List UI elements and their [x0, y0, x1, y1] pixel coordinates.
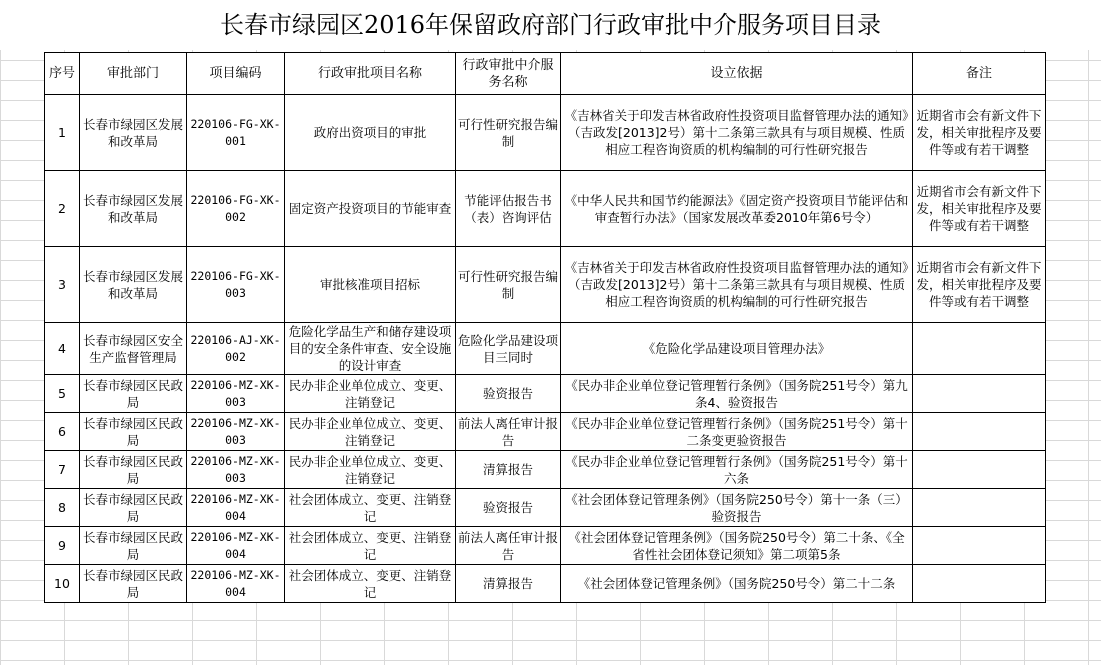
- cell-note[interactable]: 近期省市会有新文件下发，相关审批程序及要件等或有若干调整: [913, 247, 1046, 323]
- cell-item[interactable]: 民办非企业单位成立、变更、注销登记: [285, 451, 456, 489]
- header-note[interactable]: 备注: [913, 53, 1046, 95]
- table-row: [45, 247, 1046, 323]
- cell-dept[interactable]: 长春市绿园区民政局: [80, 451, 187, 489]
- cell-item[interactable]: 审批核准项目招标: [285, 247, 456, 323]
- cell-service[interactable]: 验资报告: [456, 489, 561, 527]
- cell-item[interactable]: 民办非企业单位成立、变更、注销登记: [285, 375, 456, 413]
- table-row: [45, 489, 1046, 527]
- cell-note[interactable]: [913, 323, 1046, 375]
- cell-basis[interactable]: 《民办非企业单位登记管理暂行条例》（国务院251号令）第十六条: [561, 451, 913, 489]
- cell-note[interactable]: [913, 413, 1046, 451]
- cell-note[interactable]: [913, 489, 1046, 527]
- cell-item[interactable]: 民办非企业单位成立、变更、注销登记: [285, 413, 456, 451]
- cell-service[interactable]: 可行性研究报告编制: [456, 247, 561, 323]
- cell-basis[interactable]: 《吉林省关于印发吉林省政府性投资项目监督管理办法的通知》（吉政发[2013]2号）第十二条第三款具有与项目规模、性质相应工程咨询资质的机构编制的可行性研究报告: [561, 95, 913, 171]
- cell-item[interactable]: 社会团体成立、变更、注销登记: [285, 565, 456, 603]
- cell-seq[interactable]: 2: [45, 171, 80, 247]
- table-row: [45, 565, 1046, 603]
- cell-seq[interactable]: 7: [45, 451, 80, 489]
- cell-basis[interactable]: 《社会团体登记管理条例》（国务院250号令）第二十条、《全省性社会团体登记须知》第二项第5条: [561, 527, 913, 565]
- cell-service[interactable]: 节能评估报告书（表）咨询评估: [456, 171, 561, 247]
- cell-seq[interactable]: 6: [45, 413, 80, 451]
- table-row: [45, 413, 1046, 451]
- header-row: [45, 53, 1046, 95]
- header-item[interactable]: 行政审批项目名称: [285, 53, 456, 95]
- cell-basis[interactable]: 《社会团体登记管理条例》（国务院250号令）第二十二条: [561, 565, 913, 603]
- catalog-table: [44, 52, 1046, 603]
- header-basis[interactable]: 设立依据: [561, 53, 913, 95]
- cell-code[interactable]: 220106-FG-XK-003: [187, 247, 285, 323]
- cell-service[interactable]: 前法人离任审计报告: [456, 527, 561, 565]
- cell-code[interactable]: 220106-MZ-XK-004: [187, 489, 285, 527]
- table-row: [45, 95, 1046, 171]
- cell-basis[interactable]: 《吉林省关于印发吉林省政府性投资项目监督管理办法的通知》（吉政发[2013]2号）第十二条第三款具有与项目规模、性质相应工程咨询资质的机构编制的可行性研究报告: [561, 247, 913, 323]
- cell-code[interactable]: 220106-MZ-XK-003: [187, 451, 285, 489]
- cell-note[interactable]: [913, 375, 1046, 413]
- cell-basis[interactable]: 《民办非企业单位登记管理暂行条例》（国务院251号令）第九条4、验资报告: [561, 375, 913, 413]
- cell-code[interactable]: 220106-MZ-XK-004: [187, 565, 285, 603]
- cell-service[interactable]: 清算报告: [456, 451, 561, 489]
- cell-code[interactable]: 220106-AJ-XK-002: [187, 323, 285, 375]
- table-row: [45, 527, 1046, 565]
- cell-basis[interactable]: 《社会团体登记管理条例》（国务院250号令）第十一条（三）验资报告: [561, 489, 913, 527]
- page-title: 长春市绿园区2016年保留政府部门行政审批中介服务项目目录: [0, 0, 1101, 50]
- cell-dept[interactable]: 长春市绿园区发展和改革局: [80, 95, 187, 171]
- cell-note[interactable]: [913, 565, 1046, 603]
- cell-dept[interactable]: 长春市绿园区民政局: [80, 489, 187, 527]
- cell-code[interactable]: 220106-MZ-XK-004: [187, 527, 285, 565]
- cell-dept[interactable]: 长春市绿园区安全生产监督管理局: [80, 323, 187, 375]
- cell-service[interactable]: 前法人离任审计报告: [456, 413, 561, 451]
- cell-dept[interactable]: 长春市绿园区发展和改革局: [80, 247, 187, 323]
- cell-dept[interactable]: 长春市绿园区民政局: [80, 375, 187, 413]
- cell-dept[interactable]: 长春市绿园区民政局: [80, 565, 187, 603]
- cell-dept[interactable]: 长春市绿园区民政局: [80, 527, 187, 565]
- cell-service[interactable]: 清算报告: [456, 565, 561, 603]
- cell-note[interactable]: 近期省市会有新文件下发，相关审批程序及要件等或有若干调整: [913, 95, 1046, 171]
- cell-seq[interactable]: 4: [45, 323, 80, 375]
- cell-code[interactable]: 220106-FG-XK-001: [187, 95, 285, 171]
- cell-item[interactable]: 危险化学品生产和储存建设项目的安全条件审查、安全设施的设计审查: [285, 323, 456, 375]
- table-row: [45, 451, 1046, 489]
- cell-basis[interactable]: 《危险化学品建设项目管理办法》: [561, 323, 913, 375]
- cell-service[interactable]: 危险化学品建设项目三同时: [456, 323, 561, 375]
- cell-service[interactable]: 验资报告: [456, 375, 561, 413]
- table-row: [45, 171, 1046, 247]
- header-seq[interactable]: 序号: [45, 53, 80, 95]
- header-dept[interactable]: 审批部门: [80, 53, 187, 95]
- cell-note[interactable]: [913, 451, 1046, 489]
- cell-seq[interactable]: 9: [45, 527, 80, 565]
- cell-code[interactable]: 220106-MZ-XK-003: [187, 375, 285, 413]
- cell-seq[interactable]: 5: [45, 375, 80, 413]
- header-code[interactable]: 项目编码: [187, 53, 285, 95]
- cell-dept[interactable]: 长春市绿园区发展和改革局: [80, 171, 187, 247]
- cell-item[interactable]: 社会团体成立、变更、注销登记: [285, 527, 456, 565]
- cell-note[interactable]: 近期省市会有新文件下发，相关审批程序及要件等或有若干调整: [913, 171, 1046, 247]
- cell-code[interactable]: 220106-FG-XK-002: [187, 171, 285, 247]
- cell-basis[interactable]: 《中华人民共和国节约能源法》《固定资产投资项目节能评估和审查暂行办法》（国家发展改革委2010年第6号令）: [561, 171, 913, 247]
- cell-code[interactable]: 220106-MZ-XK-003: [187, 413, 285, 451]
- cell-seq[interactable]: 1: [45, 95, 80, 171]
- cell-dept[interactable]: 长春市绿园区民政局: [80, 413, 187, 451]
- cell-note[interactable]: [913, 527, 1046, 565]
- cell-basis[interactable]: 《民办非企业单位登记管理暂行条例》（国务院251号令）第十二条变更验资报告: [561, 413, 913, 451]
- cell-item[interactable]: 社会团体成立、变更、注销登记: [285, 489, 456, 527]
- cell-seq[interactable]: 10: [45, 565, 80, 603]
- cell-seq[interactable]: 8: [45, 489, 80, 527]
- table-row: [45, 375, 1046, 413]
- table-row: [45, 323, 1046, 375]
- cell-item[interactable]: 固定资产投资项目的节能审查: [285, 171, 456, 247]
- header-service[interactable]: 行政审批中介服务名称: [456, 53, 561, 95]
- cell-item[interactable]: 政府出资项目的审批: [285, 95, 456, 171]
- cell-seq[interactable]: 3: [45, 247, 80, 323]
- cell-service[interactable]: 可行性研究报告编制: [456, 95, 561, 171]
